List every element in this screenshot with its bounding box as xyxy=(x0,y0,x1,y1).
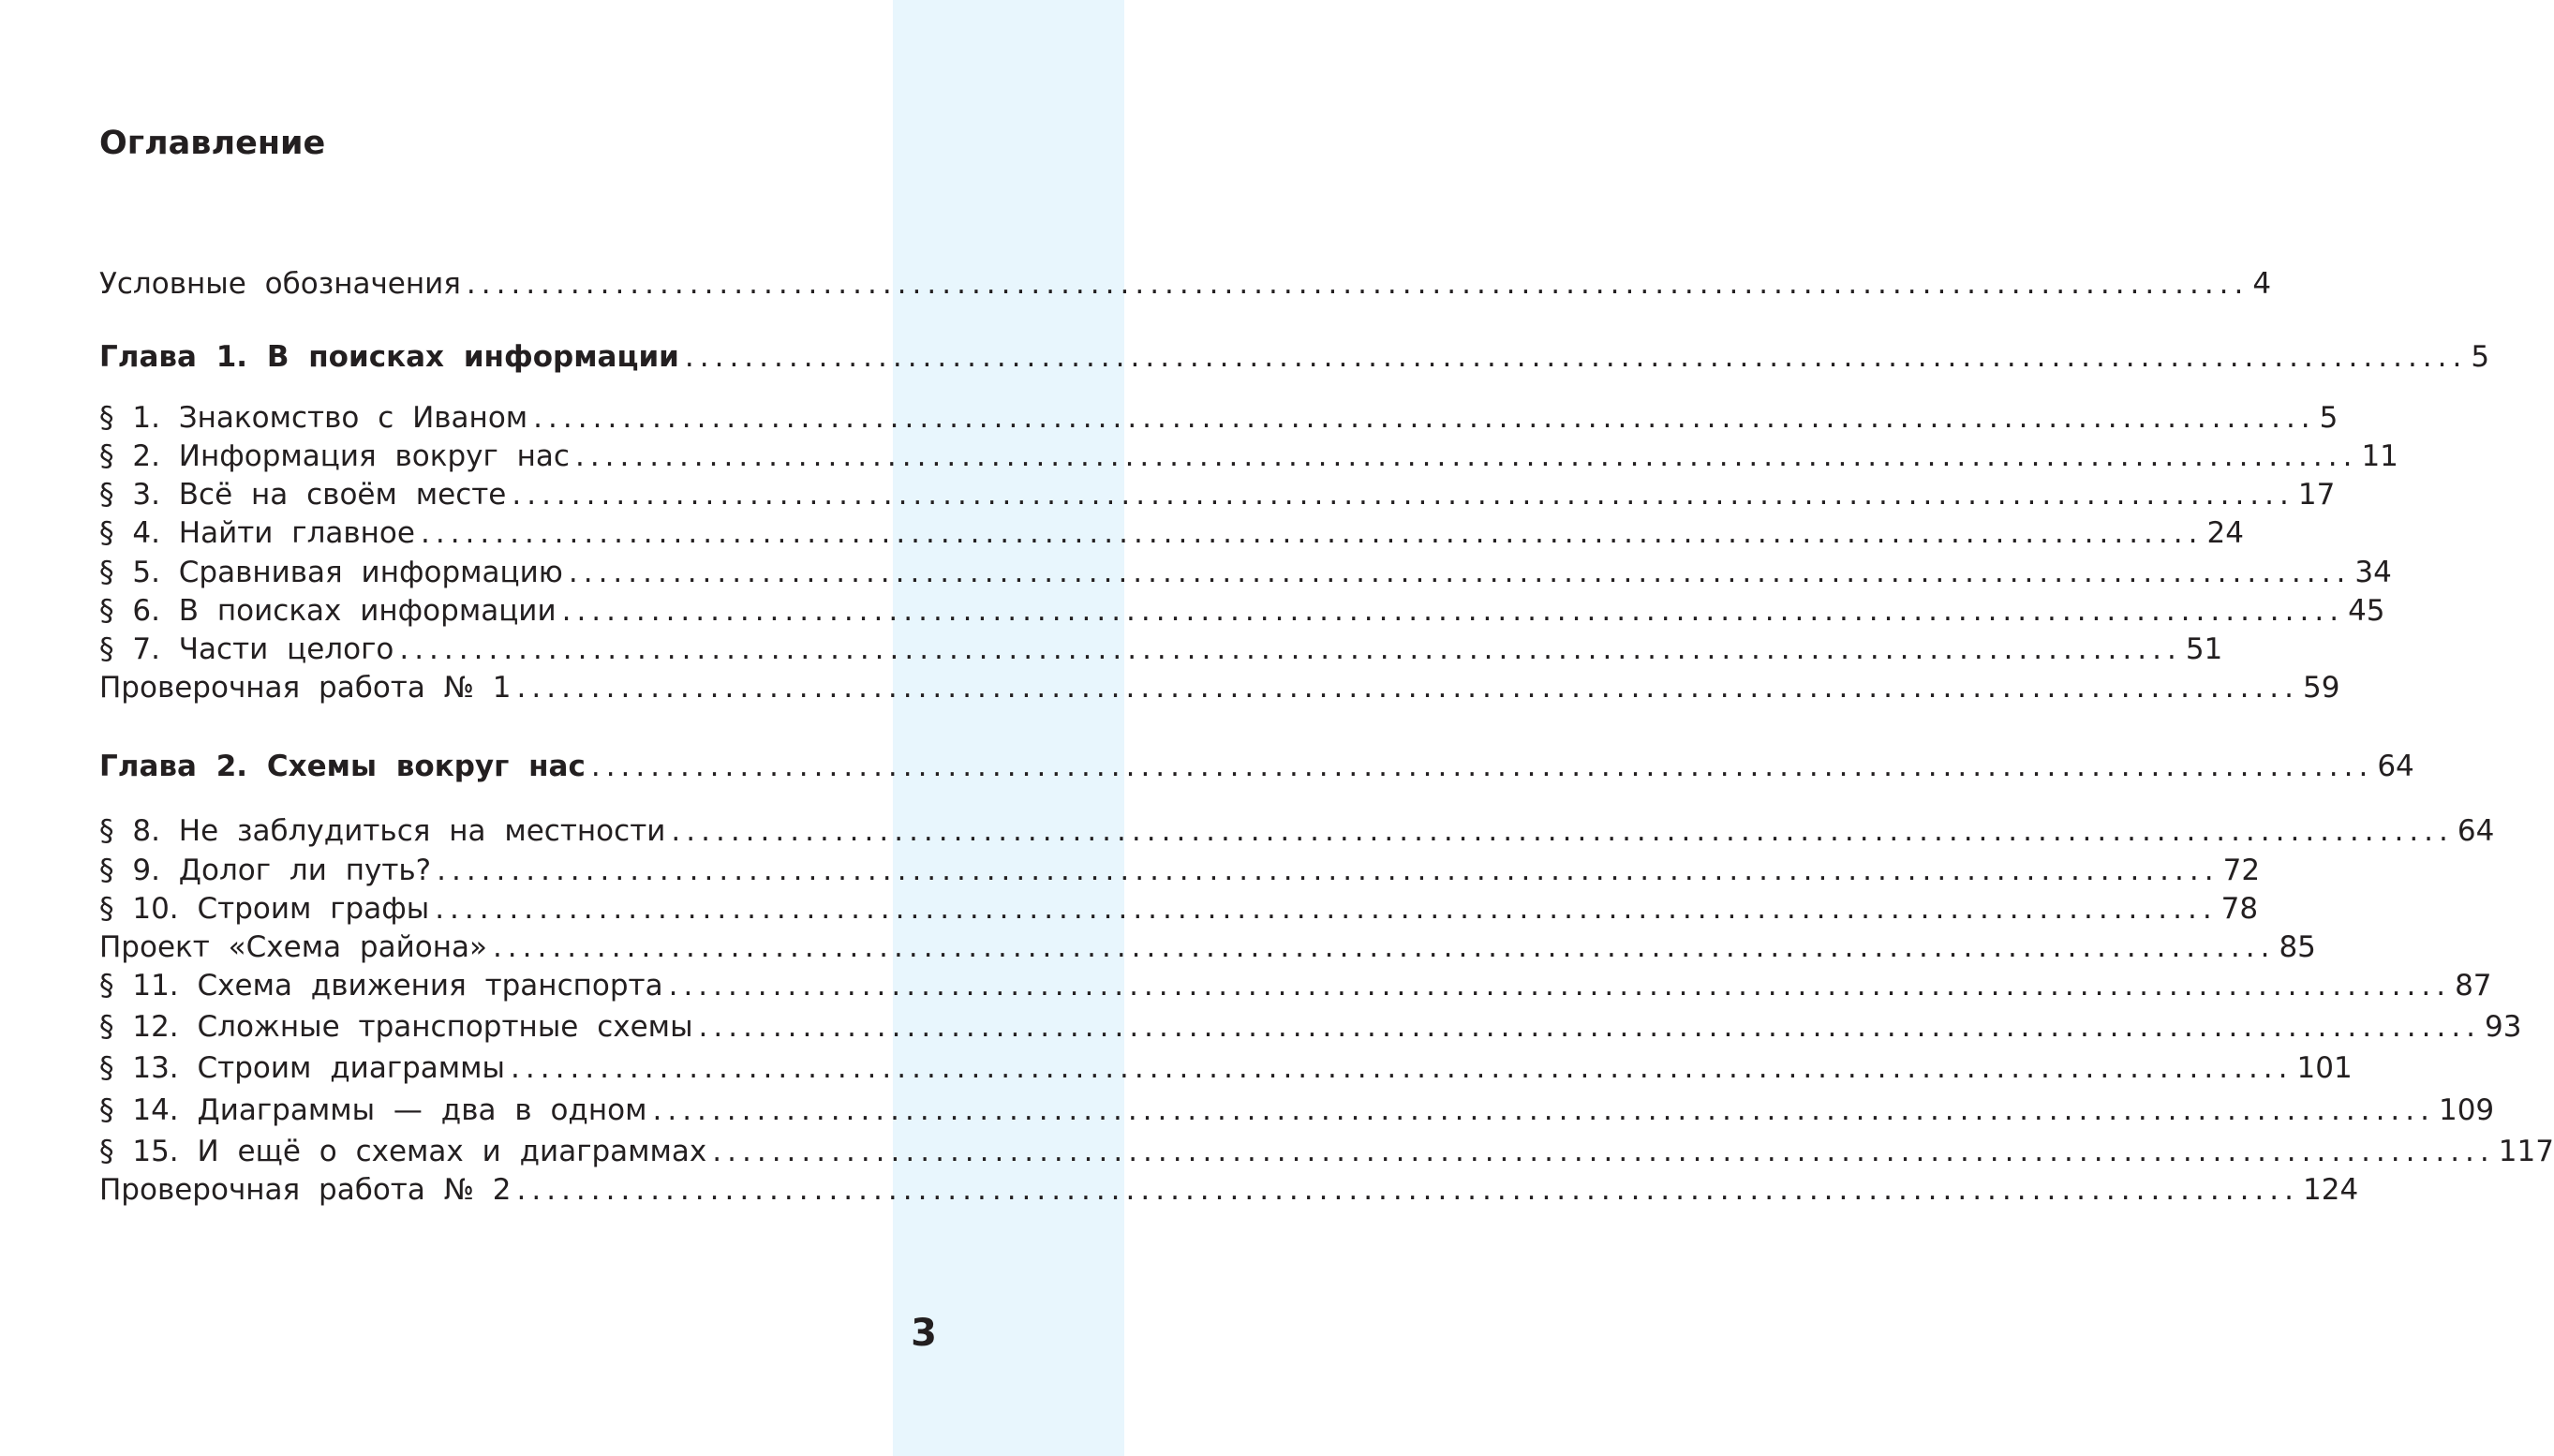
toc-entry xyxy=(99,437,2398,476)
toc-entry xyxy=(99,475,2336,514)
toc-entry-page: 78 xyxy=(2220,892,2259,926)
dot-leader: ........................................................................................................................ xyxy=(466,267,2250,301)
toc-entry-page: 109 xyxy=(2438,1093,2495,1127)
toc-entry xyxy=(99,630,2223,669)
toc-entry xyxy=(99,668,2340,707)
dot-leader: ........................................................................................................................ xyxy=(512,478,2294,512)
toc-entry xyxy=(99,591,2385,631)
toc-entry-page: 87 xyxy=(2455,969,2492,1003)
toc-entry-title: § 8. Не заблудиться на местности xyxy=(99,814,666,848)
toc-entry-page: 117 xyxy=(2498,1135,2554,1168)
toc-entry-title: Глава 1. В поисках информации xyxy=(99,340,679,374)
toc-entry-title: § 2. Информация вокруг нас xyxy=(99,439,570,473)
dot-leader: ........................................................................................................................ xyxy=(511,1051,2294,1085)
toc-entry-page: 24 xyxy=(2206,516,2244,550)
dot-leader: ........................................................................................................................ xyxy=(437,854,2220,887)
dot-leader: ........................................................................................................................ xyxy=(671,814,2454,848)
dot-leader: ........................................................................................................................ xyxy=(668,969,2452,1003)
dot-leader: ........................................................................................................................ xyxy=(561,594,2345,628)
toc-entry-page: 64 xyxy=(2377,750,2414,783)
toc-entry xyxy=(99,966,2492,1005)
toc-entry xyxy=(99,513,2244,553)
toc-entry xyxy=(99,811,2495,851)
toc-entry xyxy=(99,264,2272,304)
toc-entry-title: § 14. Диаграммы — два в одном xyxy=(99,1093,647,1127)
toc-entry-page: 34 xyxy=(2354,556,2392,589)
toc-entry-page: 5 xyxy=(2319,401,2339,435)
toc-entry-title: § 1. Знакомство с Иваном xyxy=(99,401,528,435)
toc-entry-title: § 15. И ещё о схемах и диаграммах xyxy=(99,1135,707,1168)
toc-entry xyxy=(99,1007,2522,1047)
toc-entry-title: § 3. Всё на своём месте xyxy=(99,478,507,512)
dot-leader: ........................................................................................................................ xyxy=(533,401,2316,435)
toc-entry xyxy=(99,851,2261,890)
toc-entry-title: § 10. Строим графы xyxy=(99,892,430,926)
toc-entry xyxy=(99,1091,2495,1130)
toc-entry-title: Проверочная работа № 2 xyxy=(99,1173,512,1207)
toc-entry-title: § 12. Сложные транспортные схемы xyxy=(99,1010,693,1044)
toc-entry xyxy=(99,398,2339,438)
toc-entry-page: 51 xyxy=(2185,632,2223,666)
toc-entry-page: 59 xyxy=(2303,671,2340,705)
toc-entry-title: Условные обозначения xyxy=(99,267,461,301)
toc-entry-title: § 5. Сравнивая информацию xyxy=(99,556,563,589)
toc-entry-title: § 11. Схема движения транспорта xyxy=(99,969,663,1003)
dot-leader: ........................................................................................................................ xyxy=(399,632,2182,666)
dot-leader: ........................................................................................................................ xyxy=(712,1135,2495,1168)
toc-entry-title: Глава 2. Схемы вокруг нас xyxy=(99,750,586,783)
toc-entry xyxy=(99,928,2316,967)
dot-leader: ........................................................................................................................ xyxy=(652,1093,2435,1127)
toc-entry-title: § 6. В поисках информации xyxy=(99,594,557,628)
toc-entry-page: 72 xyxy=(2222,854,2261,887)
toc-entry xyxy=(99,1048,2353,1088)
dot-leader: ........................................................................................................................ xyxy=(568,556,2352,589)
dot-leader: ........................................................................................................................ xyxy=(516,1173,2299,1207)
toc-entry-page: 124 xyxy=(2303,1173,2359,1207)
dot-leader: ........................................................................................................................ xyxy=(492,930,2276,964)
toc-entry-title: § 9. Долог ли путь? xyxy=(99,854,432,887)
toc-entry xyxy=(99,889,2259,929)
toc-entry-title: Проверочная работа № 1 xyxy=(99,671,512,705)
toc-entry-title: § 4. Найти главное xyxy=(99,516,415,550)
toc-entry-page: 64 xyxy=(2457,814,2495,848)
toc-entry-title: § 7. Части целого xyxy=(99,632,394,666)
toc-entry-page: 5 xyxy=(2471,340,2490,374)
toc-entry-title: Проект «Схема района» xyxy=(99,930,487,964)
toc-entry xyxy=(99,553,2392,592)
toc-entry-page: 11 xyxy=(2361,439,2398,473)
toc-entry-page: 45 xyxy=(2348,594,2385,628)
toc-chapter-entry xyxy=(99,337,2490,377)
toc-entry-page: 93 xyxy=(2485,1010,2522,1044)
dot-leader: ........................................................................................................................ xyxy=(420,516,2204,550)
toc-entry-page: 101 xyxy=(2296,1051,2353,1085)
toc-entry-page: 17 xyxy=(2297,478,2336,512)
toc-entry xyxy=(99,1170,2359,1210)
page-title: Оглавление xyxy=(99,125,326,162)
dot-leader: ........................................................................................................................ xyxy=(590,750,2374,783)
toc-entry-title: § 13. Строим диаграммы xyxy=(99,1051,506,1085)
toc-entry xyxy=(99,1132,2554,1171)
page-number: 3 xyxy=(911,1312,937,1355)
dot-leader: ........................................................................................................................ xyxy=(698,1010,2482,1044)
dot-leader: ........................................................................................................................ xyxy=(435,892,2218,926)
toc-entry-page: 85 xyxy=(2279,930,2316,964)
side-margin-band xyxy=(893,0,1124,1456)
toc-chapter-entry xyxy=(99,747,2414,786)
toc-entry-page: 4 xyxy=(2252,267,2272,301)
dot-leader: ........................................................................................................................ xyxy=(574,439,2358,473)
dot-leader: ........................................................................................................................ xyxy=(516,671,2299,705)
dot-leader: ........................................................................................................................ xyxy=(684,340,2468,374)
